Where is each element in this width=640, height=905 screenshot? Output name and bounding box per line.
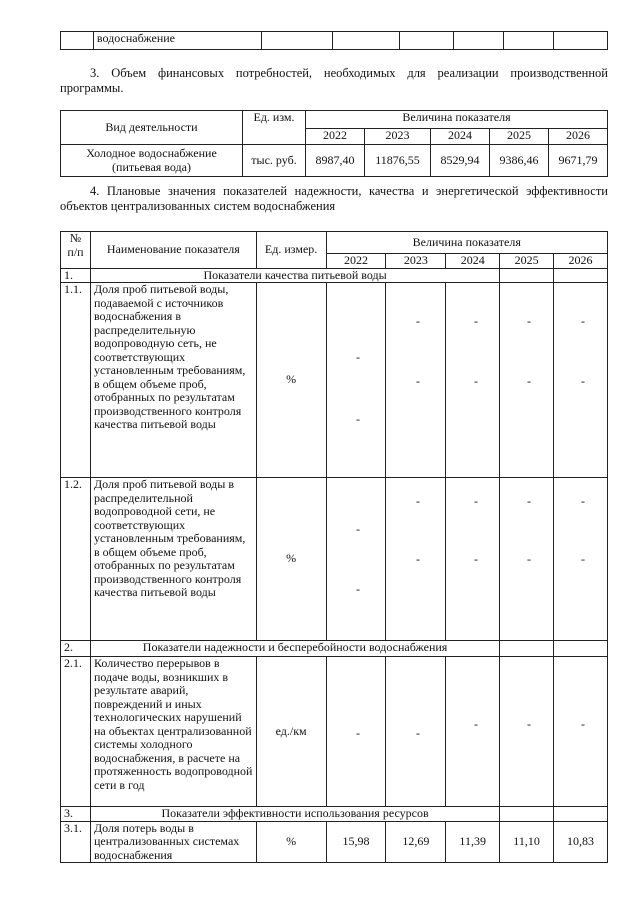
row11-num: 1.1. <box>61 283 91 478</box>
value-2022: 8987,40 <box>306 145 365 177</box>
dash: - <box>527 717 531 731</box>
value-2023: 11876,55 <box>364 145 430 177</box>
col-num: № п/п <box>61 232 91 269</box>
year-2023: 2023 <box>364 129 430 145</box>
dash: - <box>527 552 531 566</box>
row31-unit: % <box>256 821 326 863</box>
year-2026: 2026 <box>549 129 608 145</box>
dash: - <box>527 374 531 388</box>
row11-unit: % <box>256 283 326 478</box>
row31-name: Доля потерь воды в централизованных системах водоснабжения <box>90 821 256 863</box>
row12-unit: % <box>256 478 326 641</box>
col-unit: Ед. измер. <box>256 232 326 269</box>
activity-name: Холодное водоснабжение (питьевая вода) <box>61 145 243 177</box>
year-2025: 2025 <box>490 129 549 145</box>
row21-name: Количество перерывов в подаче воды, возникших в результате аварий, повреждений и иных технологических нарушений на объектах централизованной системы холодного водоснабжения, в расчете на протяженность водопроводной сети в год <box>90 657 256 807</box>
row31-value-2026: 10,83 <box>554 821 608 863</box>
col-activity: Вид деятельности <box>61 111 243 145</box>
dash: - <box>474 552 478 566</box>
year-2024: 2024 <box>446 254 500 269</box>
group2-title: Показатели надежности и бесперебойности водоснабжения <box>90 641 499 657</box>
col-unit: Ед. изм. <box>243 111 306 145</box>
dash: - <box>581 374 585 388</box>
dash: - <box>356 412 360 426</box>
col-name: Наименование показателя <box>90 232 256 269</box>
dash: - <box>356 726 360 740</box>
value-2024: 8529,94 <box>431 145 490 177</box>
row21-num: 2.1. <box>61 657 91 807</box>
row21-unit: ед./км <box>256 657 326 807</box>
year-2026: 2026 <box>554 254 608 269</box>
dash: - <box>416 494 420 508</box>
dash: - <box>527 494 531 508</box>
dash: - <box>416 726 420 740</box>
col-value: Величина показателя <box>326 232 607 254</box>
dash: - <box>356 522 360 536</box>
dash: - <box>474 374 478 388</box>
col-value: Величина показателя <box>306 111 608 129</box>
dash: - <box>527 314 531 328</box>
section4-heading: 4. Плановые значения показателей надежности, качества и энергетической эффективности объектов централизованных систем водоснабжения <box>60 184 608 213</box>
group1-num: 1. <box>61 268 91 283</box>
row31-num: 3.1. <box>61 821 91 863</box>
top-continuation-table <box>60 31 608 50</box>
dash: - <box>581 314 585 328</box>
year-2025: 2025 <box>500 254 554 269</box>
year-2022: 2022 <box>306 129 365 145</box>
year-2022: 2022 <box>326 254 386 269</box>
dash: - <box>581 494 585 508</box>
dash: - <box>416 552 420 566</box>
group2-num: 2. <box>61 641 91 657</box>
group3-num: 3. <box>61 807 91 822</box>
row31-value-2025: 11,10 <box>500 821 554 863</box>
indicators-table <box>60 231 608 863</box>
dash: - <box>474 494 478 508</box>
finance-table <box>60 110 608 177</box>
dash: - <box>581 717 585 731</box>
dash: - <box>474 314 478 328</box>
group3-title: Показатели эффективности использования ресурсов <box>90 807 499 822</box>
dash: - <box>416 374 420 388</box>
row31-value-2024: 11,39 <box>446 821 500 863</box>
row11-name: Доля проб питьевой воды, подаваемой с источников водоснабжения в распределительную водопроводную сеть, не соответствующих установленным требованиям, в общем объеме проб, отобранных по результатам производственного контроля качества питьевой воды <box>90 283 256 478</box>
dash: - <box>474 717 478 731</box>
group1-title: Показатели качества питьевой воды <box>90 268 499 283</box>
dash: - <box>356 582 360 596</box>
dash: - <box>416 314 420 328</box>
row12-name: Доля проб питьевой воды в распределительной водопроводной сети, не соответствующих установленным требованиям, в общем объеме проб, отобранных по результатам производственного контроля качества питьевой воды <box>90 478 256 641</box>
top-row-label: водоснабжение <box>93 32 262 50</box>
year-2023: 2023 <box>386 254 446 269</box>
dash: - <box>581 552 585 566</box>
year-2024: 2024 <box>431 129 490 145</box>
row31-value-2022: 15,98 <box>326 821 386 863</box>
row31-value-2023: 12,69 <box>386 821 446 863</box>
row12-num: 1.2. <box>61 478 91 641</box>
dash: - <box>356 350 360 364</box>
activity-unit: тыс. руб. <box>243 145 306 177</box>
value-2025: 9386,46 <box>490 145 549 177</box>
value-2026: 9671,79 <box>549 145 608 177</box>
section3-heading: 3. Объем финансовых потребностей, необходимых для реализации производственной программы. <box>60 66 608 95</box>
